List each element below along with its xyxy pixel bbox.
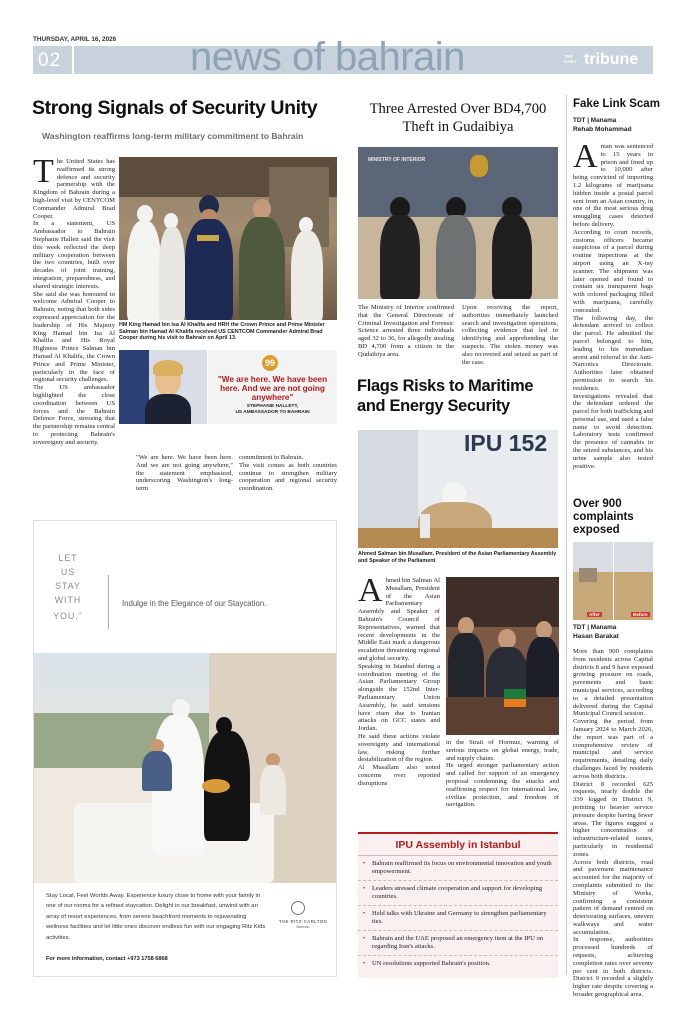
moi-banner: MINISTRY OF INTERIOR — [368, 157, 426, 163]
complaints-text: More than 900 complaints from residents across Capital districts 8 and 9 have exposed growing pressure on roads, pavements and basic municipal services, according to a detailed presentation delivered during the Capital Municipal Council session. Covering the period from January 2024 to March 2026, the report was part of a comprehensive review of municipal and service requirements, detailing daily challenges faced by residents across both districts. District 8 recorded 625 requests, nearly double the 339 logged in District 9, pointing to heavier service pressure despite having fewer areas. The figures suggest a higher concentration of infrastructure-related issues, particularly in residential zones. Across both districts, road and pavement maintenance accounted for the majority of complaints submitted to the Ministry of Works, confirming a consistent pattern of demand centred on deteriorating surfaces, uneven walkways and water accumulation. In response, authorities processed hundreds of requests, achieving completion rates over seventy per cent in both districts. District 9 recorded a slightly higher rate despite covering a broader geographical area. — [573, 648, 653, 999]
ipu-box — [358, 832, 558, 978]
advert-photo — [34, 653, 337, 883]
fake-link-text — [573, 138, 653, 491]
masthead-divider — [72, 46, 74, 74]
section-title: news of bahrain — [190, 35, 465, 79]
advert-headline: Indulge in the Elegance of our Staycation. — [122, 599, 267, 608]
issue-date: THURSDAY, APRIL 16, 2026 — [33, 36, 117, 43]
advert-divider — [108, 575, 109, 629]
maritime-column-2: in the Strait of Hormuz, warning of serious impacts on global energy, trade, and supply chains. He urged stronger parliamentary action and called for support of an emergency proposal condemning the attacks and reaffirming respect for international law, civilian protection, and freedom of navigation. — [446, 739, 559, 809]
pull-quote: "We are here. We have been here. And we are not going anywhere" — [217, 375, 328, 403]
ipu-item: • Held talks with Ukraine and Germany to strengthen parliamentary ties. — [358, 906, 558, 931]
fake-link-byline-author: Rehab Mohammad — [573, 126, 632, 133]
complaints-byline-source: TDT | Manama — [573, 624, 617, 631]
ipu-item: • UN resolutions supported Bahrain's position. — [358, 956, 558, 972]
maritime-photo-caption: Ahmed Salman bin Musallam, President of the Asian Parliamentary Assembly and Speaker of the Parliament — [358, 551, 557, 564]
theft-column-1: The Ministry of Interior confirmed that the General Directorate of Criminal Investigation and Forensic Science arrested three individuals aged 32 to 36, for allegedly stealing BD 4,700 from a citizen in the Qudaibiya area. — [358, 304, 454, 358]
lead-photo-caption: HM King Hamad bin Isa Al Khalifa and HRH the Crown Prince and Prime Minister Salman bin Hamad Al Khalifa received US CENTCOM Commander Admiral Brad Cooper during his visit to Bahrain on April 13. — [119, 322, 325, 342]
advert-body: Stay Local, Feel Worlds Away. Experience luxury close to home with your family in one of our rooms for a refined staycation. Delight in our breakfast, unwind with an array of resort experiences, from serene beachfront moments to rejuvenating wellness facilities and let little ones discover endless fun with our engaging Ritz Kids activities. — [46, 893, 266, 941]
lead-subhead: Washington reaffirms long-term military commitment to Bahrain — [42, 131, 304, 141]
page-number: 02 — [38, 50, 62, 71]
complaints-photo — [573, 542, 653, 620]
advert-tagline: LET US STAY WITH YOU.® — [53, 553, 83, 621]
ipu-box-title: IPU Assembly in Istanbul — [358, 834, 558, 856]
maritime-col1-text: hmed bin Salman Al Musallam, President of the Asian Parliamentary Assembly and Speaker of Bahrain's Council of Representatives, warned that recent developments in the Middle East mark a dangerous escalation threatening regional and global security. Speaking in Istanbul during a coordination meeting of the Asian Parliamentary Group alongside the 152nd Inter-Parliamentary Union Assembly, he said tensions have risen due to Iranian attacks on GCC states and Jordan. He said these actions violate sovereignty and international law, risking further destabilization of the region. Al Musallam also noted concerns over reported disruptions — [358, 577, 440, 787]
ipu-sign: IPU 152 — [464, 430, 548, 456]
theft-column-2: Upon receiving the report, authorities immediately launched search and investigation operations, collecting evidence that led to identifying and apprehending the suspects. The stolen money was also recovered and seized as part of the case. — [462, 304, 558, 366]
complaints-headline: Over 900 complaints exposed — [573, 498, 634, 536]
fake-link-headline: Fake Link Scam — [573, 98, 660, 110]
right-column-rule — [566, 95, 567, 975]
lead-column-1 — [33, 153, 115, 494]
maritime-column-1 — [358, 572, 440, 831]
lead-dropcap: T — [33, 153, 54, 190]
lead-col1-text: he United States has reaffirmed its strong defence and security partnership with the Kingdom of Bahrain during a high-level visit by CENTCOM Commander Admiral Brad Cooper. In a statement, US Ambassador to Bahrain Stephanie Hallett said the visit this week reflected the deep military cooperation between the two countries, built over decades of joint training, integration, preparedness, and shared strategic interests. She said she was honoured to welcome Admiral Cooper to Bahrain, noting that both sides expressed appreciation for the leadership of His Majesty King Hamad bin Isa Al Khalifa and His Royal Highness Prince Salman bin Hamad Al Khalifa, the Crown Prince and Prime Minister, particularly in the face of regional security challenges. The US ambassador highlighted the close coordination between US forces and the Bahrain Defence Force, stressing that the partnership remains central to protecting Bahrain's sovereignty and security. — [33, 158, 115, 446]
fake-link-byline-source: TDT | Manama — [573, 117, 617, 124]
ritz-logo-icon — [291, 901, 305, 915]
lead-headline: Strong Signals of Security Unity — [32, 97, 318, 119]
maritime-photo — [358, 430, 558, 548]
fake-link-dropcap: A — [573, 138, 598, 175]
after-label: After — [589, 612, 600, 617]
advert — [33, 520, 337, 977]
quote-portrait — [119, 350, 207, 424]
quote-mark-icon: 99 — [262, 355, 278, 371]
advert-brand: THE RITZ-CARLTON — [278, 919, 328, 924]
theft-headline: Three Arrested Over BD4,700 Theft in Gudaibiya — [369, 101, 547, 135]
advert-contact: For more information, contact +973 1758 6868 — [46, 956, 168, 962]
fake-link-body: man was sentenced to 15 years in prison and fined up to 10,000 after being convicted of importing 1.2 kilograms of marijuana hidden inside a postal parcel sent from an Asian country, in one of the most serious drug smuggling cases detected before delivery. According to court records, customs officers became suspicious of a parcel during routine inspections at the airport using an X-ray scanner. The shipment was later opened and found to contain six transparent bags with colored packaging filled with marijuana, carefully concealed. The following day, the defendant arrived to collect the parcel. He admitted the parcel belonged to him, leading to his immediate arrest and referral to the Anti-Narcotics Directorate. Authorities later obtained permission to search his residence. Investigations revealed that the defendant ordered the parcel for both trafficking and personal use, and used a false name to avoid detection. Laboratory tests confirmed the presence of cannabis in the seized substances, and his urine sample also tested positive. — [573, 143, 653, 470]
advert-brand-sub: Bahrain — [296, 925, 310, 929]
quote-attribution: STEPHANIE HALLETT, US AMBASSADOR TO BAHRAIN — [235, 404, 310, 415]
lead-column-3: commitment to Bahrain. The visit comes as both countries continue to strengthen military cooperation and regional security coordination. — [239, 454, 337, 493]
theft-photo — [358, 147, 558, 299]
complaints-byline-author: Hasan Barakat — [573, 633, 619, 640]
lead-photo — [119, 157, 337, 320]
lead-column-2: "We are here. We have been here. And we are not going anywhere," the statement emphasized, underscoring Washington's long-term — [136, 454, 233, 493]
tribune-logo: tribune — [584, 51, 639, 68]
maritime-dropcap: A — [358, 572, 383, 609]
maritime-headline: Flags Risks to Maritime and Energy Security — [357, 377, 534, 415]
before-label: Before — [633, 612, 648, 617]
ipu-item: • Leaders stressed climate cooperation and support for developing countries. — [358, 881, 558, 906]
assembly-photo — [446, 577, 559, 735]
ipu-item: • Bahrain reaffirmed its focus on environmental innovation and youth empowerment. — [358, 856, 558, 881]
logo-small: THE DAILY — [564, 54, 577, 64]
ipu-item: • Bahrain and the UAE proposed an emergency item at the IPU on regarding Iran's attacks. — [358, 931, 558, 956]
